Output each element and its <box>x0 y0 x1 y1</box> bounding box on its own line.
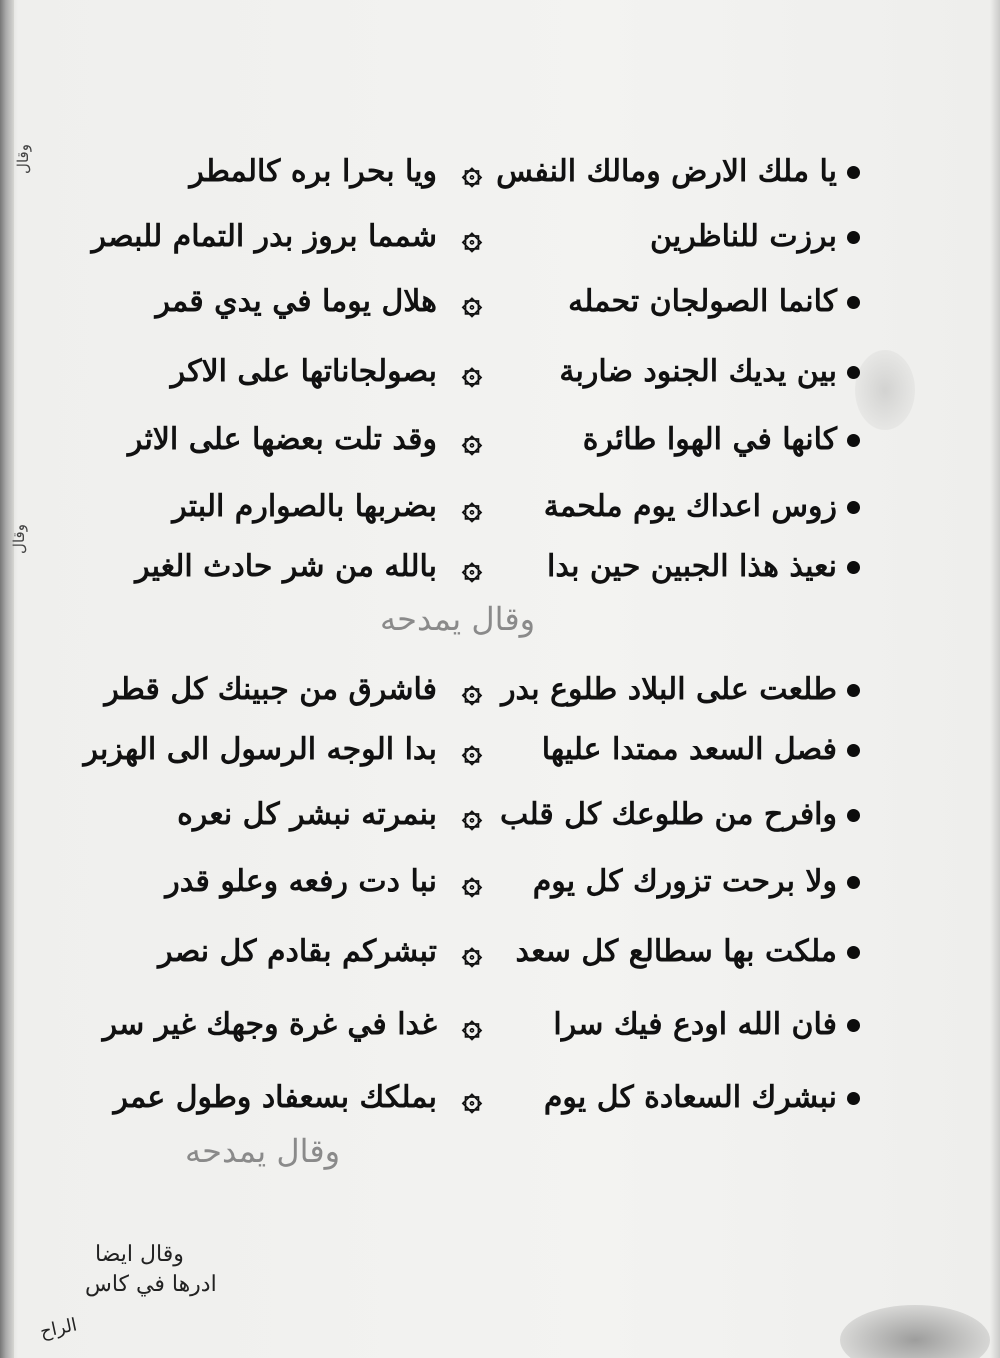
margin-note-middle: وقال <box>9 524 28 554</box>
verse-bullet-icon <box>847 1092 860 1105</box>
page-edge-shadow <box>990 0 1000 1358</box>
flower-separator-icon: ۞ <box>462 420 482 460</box>
verse-line <box>70 1068 860 1128</box>
verse-line <box>70 922 860 982</box>
verse-bullet-icon <box>847 809 860 822</box>
catchword: الراح <box>38 1314 79 1343</box>
verse-second-hemistich: بضربها بالصوارم البتر <box>172 489 437 524</box>
verse-second-hemistich: غدا في غرة وجهك غير سر <box>102 1007 437 1042</box>
verse-first-hemistich: يا ملك الارض ومالك النفس <box>496 154 837 189</box>
verse-first-hemistich: بين يديك الجنود ضاربة <box>559 354 837 389</box>
verse-first-hemistich: وافرح من طلوعك كل قلب <box>500 797 837 832</box>
section-heading: وقال يمدحه <box>380 600 536 638</box>
verse-second-hemistich: شمما بروز بدر التمام للبصر <box>91 219 437 254</box>
verse-second-hemistich: بنمرته نبشر كل نعره <box>177 797 437 832</box>
verse-bullet-icon <box>847 366 860 379</box>
verse-second-hemistich: بدا الوجه الرسول الى الهزبر <box>83 732 437 767</box>
verse-line <box>70 660 860 720</box>
verse-bullet-icon <box>847 296 860 309</box>
verse-second-hemistich: فاشرق من جبينك كل قطر <box>104 672 437 707</box>
verse-second-hemistich: هلال يوما في يدي قمر <box>155 284 437 319</box>
flower-separator-icon: ۞ <box>462 217 482 257</box>
verse-line <box>70 720 860 780</box>
verse-second-hemistich: بصولجاناتها على الاكر <box>170 354 437 389</box>
verse-bullet-icon <box>847 1019 860 1032</box>
verse-first-hemistich: نعيذ هذا الجبين حين بدا <box>547 549 837 584</box>
flower-separator-icon: ۞ <box>462 932 482 972</box>
verse-line <box>70 995 860 1055</box>
verse-first-hemistich: كانها في الهوا طائرة <box>582 422 837 457</box>
verse-first-hemistich: نبشرك السعادة كل يوم <box>543 1080 837 1115</box>
verse-line <box>70 852 860 912</box>
flower-separator-icon: ۞ <box>462 730 482 770</box>
verse-line <box>70 342 860 402</box>
bottom-note: وقال ايضا <box>95 1242 184 1267</box>
verse-second-hemistich: وقد تلت بعضها على الاثر <box>127 422 437 457</box>
verse-bullet-icon <box>847 501 860 514</box>
section-heading: وقال يمدحه <box>185 1132 341 1170</box>
verse-first-hemistich: ملكت بها سطالع كل سعد <box>515 934 837 969</box>
flower-separator-icon: ۞ <box>462 1005 482 1045</box>
flower-separator-icon: ۞ <box>462 352 482 392</box>
ink-stain <box>855 350 915 430</box>
verse-first-hemistich: فان الله اودع فيك سرا <box>553 1007 837 1042</box>
verse-second-hemistich: نبا دت رفعه وعلو قدر <box>165 864 437 899</box>
flower-separator-icon: ۞ <box>462 862 482 902</box>
flower-separator-icon: ۞ <box>462 487 482 527</box>
verse-first-hemistich: زوس اعداك يوم ملحمة <box>543 489 837 524</box>
verse-bullet-icon <box>847 946 860 959</box>
verse-second-hemistich: بالله من شر حادث الغير <box>135 549 437 584</box>
flower-separator-icon: ۞ <box>462 152 482 192</box>
flower-separator-icon: ۞ <box>462 670 482 710</box>
verse-second-hemistich: ويا بحرا بره كالمطر <box>189 154 437 189</box>
page-spine <box>0 0 14 1358</box>
ink-smudge <box>840 1305 990 1358</box>
verse-bullet-icon <box>847 684 860 697</box>
flower-separator-icon: ۞ <box>462 282 482 322</box>
verse-bullet-icon <box>847 166 860 179</box>
verse-line <box>70 537 860 597</box>
verse-bullet-icon <box>847 561 860 574</box>
verse-first-hemistich: فصل السعد ممتدا عليها <box>541 732 837 767</box>
verse-first-hemistich: برزت للناظرين <box>650 219 837 254</box>
verse-line <box>70 142 860 202</box>
verse-line <box>70 785 860 845</box>
flower-separator-icon: ۞ <box>462 1078 482 1118</box>
flower-separator-icon: ۞ <box>462 547 482 587</box>
verse-second-hemistich: بملكك بسعفاد وطول عمر <box>113 1080 437 1115</box>
verse-bullet-icon <box>847 876 860 889</box>
verse-bullet-icon <box>847 231 860 244</box>
verse-line <box>70 410 860 470</box>
verse-bullet-icon <box>847 744 860 757</box>
bottom-note: ادرها في كاس <box>85 1272 217 1297</box>
margin-note-top: وقال <box>13 144 32 174</box>
flower-separator-icon: ۞ <box>462 795 482 835</box>
verse-line <box>70 477 860 537</box>
verse-first-hemistich: كانما الصولجان تحمله <box>568 284 837 319</box>
verse-bullet-icon <box>847 434 860 447</box>
verse-line <box>70 272 860 332</box>
verse-first-hemistich: طلعت على البلاد طلوع بدر <box>501 672 837 707</box>
verse-second-hemistich: تبشركم بقادم كل نصر <box>158 934 437 969</box>
verse-line <box>70 207 860 267</box>
verse-first-hemistich: ولا برحت تزورك كل يوم <box>532 864 837 899</box>
